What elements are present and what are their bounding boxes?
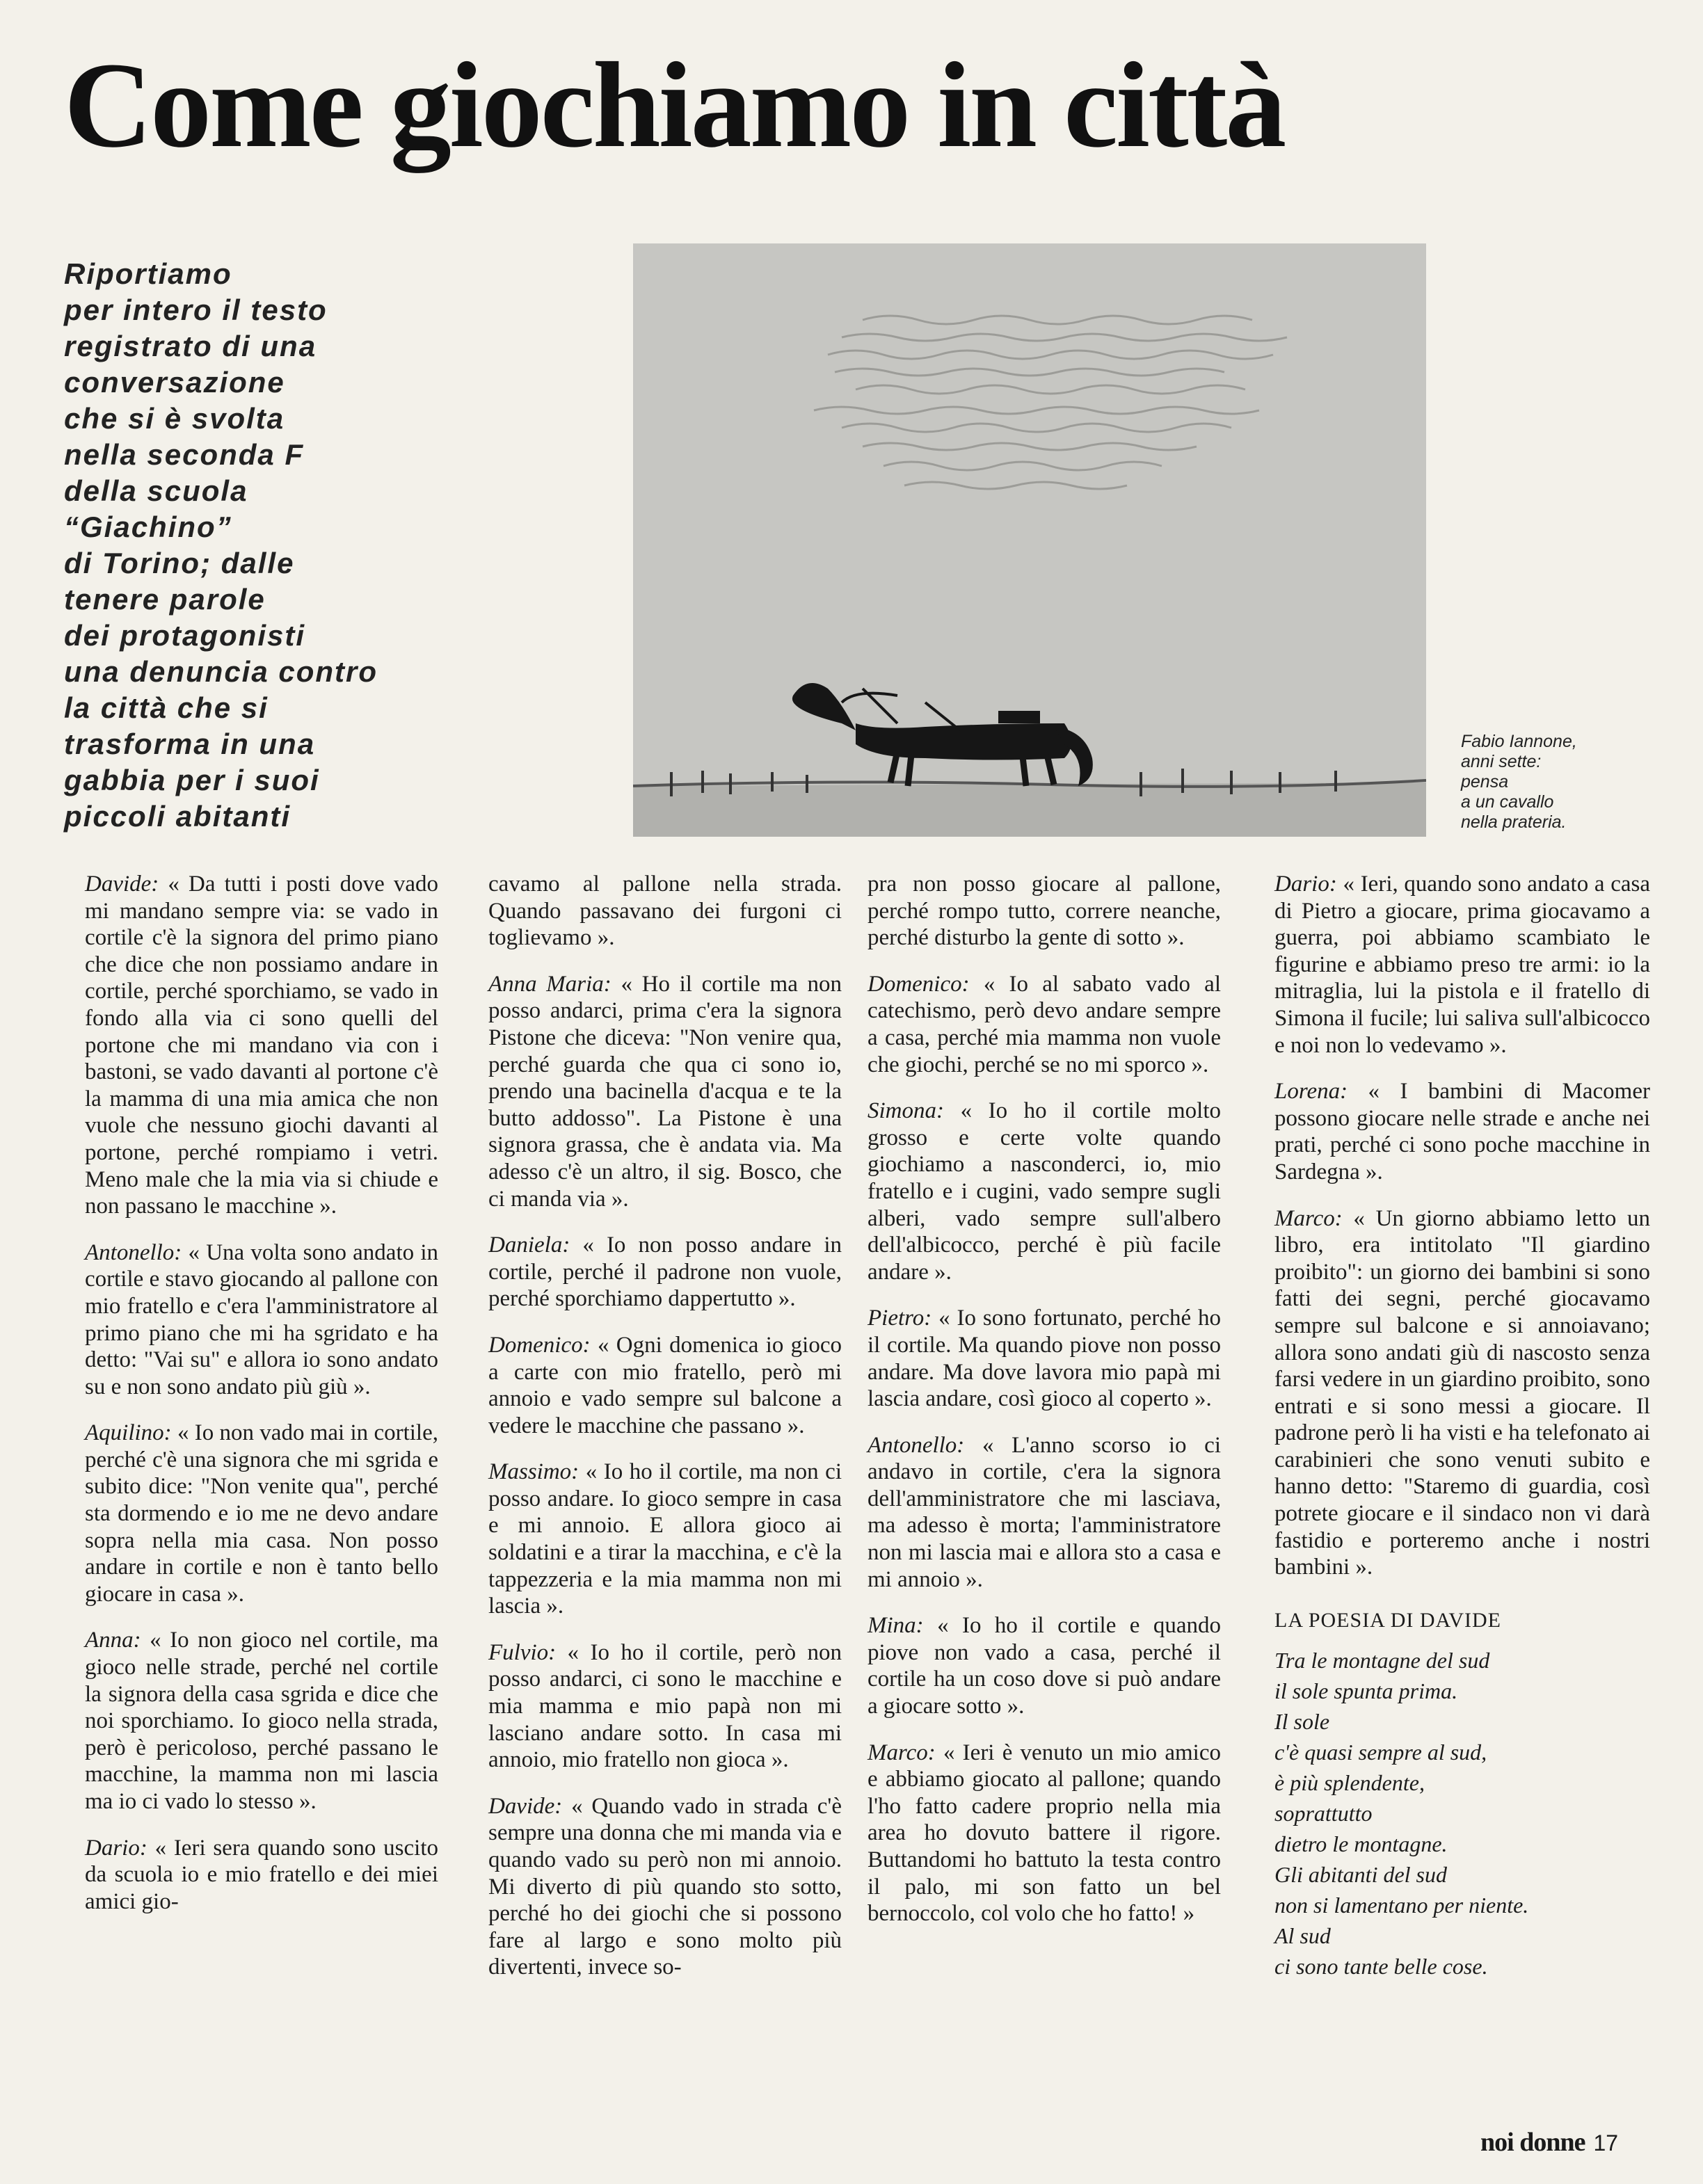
speech-text: « Io al sabato vado al catechismo, però devo andare sempre a casa, perché mia mamma non vuole che giochi, perché se no mi sporco ». xyxy=(868,971,1221,1077)
dialogue-paragraph xyxy=(868,1740,1221,1927)
dialogue-paragraph xyxy=(85,1835,438,1916)
speech-text: « Ieri, quando sono andato a casa di Pietro a giocare, prima giocavamo a guerra, poi abbiamo scambiato le figurine e abbiamo preso tre armi: io la mitraglia, lui la pistola e il fratello di Simona il fucile; lui saliva sull'albicocco e noi non lo vedevamo ». xyxy=(1274,872,1650,1058)
speaker-name: Domenico: xyxy=(488,1332,591,1358)
speech-text: « Ho il cortile ma non posso andarci, prima c'era la signora Pistone che diceva: "Non venire qua, perché guarda che qua ci sono io, prendo una bacinella d'acqua e te la butto addosso". La Pistone è una signora grassa, che è andata via. Ma adesso c'è un altro, il sig. Bosco, che ci manda via ». xyxy=(488,971,842,1212)
intro-line: della scuola xyxy=(64,474,248,507)
speaker-name: Antonello: xyxy=(85,1239,182,1265)
dialogue-paragraph xyxy=(488,971,842,1212)
speech-text: « Un giorno abbiamo letto un libro, era intitolato "Il giardino proibito": un giorno dei bambini si sono fatti dei segni, perché giocavamo sempre sul balcone e si annoiavano; allora sono andati giù di nascosto senza farsi vedere in un giardino proibito, sono entrati e si sono messi a giocare. Il padrone però li ha visti e ha telefonato ai carabinieri che sono venuti subito e hanno detto: "Staremo di guardia, così potrete giocare e il sindaco non vi darà fastidio e porteremo anche i nostri bambini ». xyxy=(1274,1205,1650,1580)
dialogue-paragraph xyxy=(868,971,1221,1078)
speech-text: cavamo al pallone nella strada. Quando passavano dei furgoni ci toglievamo ». xyxy=(488,872,842,951)
caption-line: anni sette: xyxy=(1461,752,1542,771)
speaker-name: Aquilino: xyxy=(85,1420,172,1446)
intro-line: dei protagonisti xyxy=(64,619,305,652)
speech-text: « Una volta sono andato in cortile e stavo giocando al pallone con mio fratello e c'era l'amministratore al primo piano che mi ha sgridato e ha detto: "Vai su" e allora io sono andato su e non sono andato più giù ». xyxy=(85,1239,438,1399)
intro-line: la città che si xyxy=(64,691,269,724)
speech-text: « Ieri sera quando sono uscito da scuola io e mio fratello e dei miei amici gio- xyxy=(85,1835,438,1914)
magazine-logo: noi donne xyxy=(1480,2128,1585,2157)
page-number: 17 xyxy=(1593,2130,1619,2155)
poem-line: è più splendente, xyxy=(1274,1770,1425,1796)
child-drawing-horse xyxy=(633,243,1426,837)
speaker-name: Fulvio: xyxy=(488,1639,557,1665)
intro-line: registrato di una xyxy=(64,330,317,362)
speech-text: « Io ho il cortile molto grosso e certe volte quando giochiamo a nasconderci, io, mio fratello e i cugini, vado sempre sugli alberi, vado sempre sull'albero dell'albicocco, perché è più facile andare ». xyxy=(868,1098,1221,1285)
intro-line: di Torino; dalle xyxy=(64,547,295,579)
intro-line: nella seconda F xyxy=(64,438,305,471)
speech-text: « Io ho il cortile, però non posso andarci, ci sono le macchine e mia mamma e mio papà non mi lasciano andare sotto. In casa mi annoio, mio fratello non gioca ». xyxy=(488,1639,842,1773)
poem-line: Il sole xyxy=(1274,1709,1330,1735)
speaker-name: Dario: xyxy=(1274,872,1337,897)
speaker-name: Dario: xyxy=(85,1835,147,1861)
dialogue-paragraph xyxy=(85,1420,438,1607)
dialogue-paragraph xyxy=(488,1793,842,1981)
intro-line: tenere parole xyxy=(64,583,266,616)
poem-line: il sole spunta prima. xyxy=(1274,1678,1458,1704)
text-column-1 xyxy=(85,871,438,1934)
dialogue-paragraph xyxy=(488,1332,842,1439)
dialogue-paragraph xyxy=(1274,871,1650,1059)
caption-line: pensa xyxy=(1461,772,1509,792)
dialogue-paragraph xyxy=(488,871,842,952)
speech-text: « Io sono fortunato, perché ho il cortile. Ma quando piove non posso andare. Ma dove lavora mio papà mi lascia andare, così gioco al coperto ». xyxy=(868,1306,1221,1412)
speech-text: « Io non gioco nel cortile, ma gioco nelle strade, perché nel cortile la signora della casa sgrida e dice che noi sporchiamo. Io gioco nella strada, però è pericoloso, perché passano le macchine, la mamma non mi lascia ma io ci vado lo stesso ». xyxy=(85,1628,438,1814)
dialogue-paragraph xyxy=(868,1098,1221,1285)
poem-line: Tra le montagne del sud xyxy=(1274,1648,1490,1673)
speech-text: « Da tutti i posti dove vado mi mandano sempre via: se vado in cortile c'è la signora del primo piano che dice che non possiamo andare in cortile, perché sporchiamo, se vado in fondo alla via ci sono quelli del portone che mi mandano via con i bastoni, se vado davanti al portone c'è la mamma di una mia amica che non vuole che nessuno giochi davanti al portone, perché rompiamo i vetri. Meno male che la mia via si chiude e non passano le macchine ». xyxy=(85,872,438,1219)
speaker-name: Pietro: xyxy=(868,1306,932,1331)
speech-text: « Io ho il cortile e quando piove non vado a casa, perché il cortile ha un coso dove si può andare a giocare sotto ». xyxy=(868,1613,1221,1719)
speaker-name: Marco: xyxy=(868,1740,936,1765)
intro-line: per intero il testo xyxy=(64,294,328,326)
intro-line: gabbia per i suoi xyxy=(64,764,320,796)
caption-line: nella prateria. xyxy=(1461,812,1567,832)
poem-line: soprattutto xyxy=(1274,1801,1373,1826)
speech-text: « Ieri è venuto un mio amico e abbiamo giocato al pallone; quando l'ho fatto cadere proprio nella mia area ho dovuto battere il rigore. Buttandomi ho battuto la testa contro il palo, mi son fatto un bel bernoccolo, col volo che ho fatto! » xyxy=(868,1740,1221,1927)
caption-line: a un cavallo xyxy=(1461,792,1554,812)
speaker-name: Simona: xyxy=(868,1098,944,1124)
text-column-3 xyxy=(868,871,1221,1947)
dialogue-paragraph xyxy=(488,1639,842,1774)
speech-text: « L'anno scorso io ci andavo in cortile, c'era la signora dell'amministratore che mi lasciava, ma adesso è morta; l'amministratore non mi lascia mai e allora sto a casa e mi annoio ». xyxy=(868,1432,1221,1592)
dialogue-paragraph xyxy=(85,871,438,1220)
speaker-name: Anna: xyxy=(85,1628,141,1653)
intro-line: che si è svolta xyxy=(64,402,285,435)
image-caption xyxy=(1461,732,1628,833)
speaker-name: Anna Maria: xyxy=(488,971,611,997)
dialogue-paragraph xyxy=(85,1239,438,1401)
dialogue-paragraph xyxy=(868,1305,1221,1412)
dialogue-paragraph xyxy=(868,1432,1221,1593)
dialogue-paragraph xyxy=(1274,1205,1650,1581)
poem-line: Al sud xyxy=(1274,1923,1331,1949)
speech-text: « Io ho il cortile, ma non ci posso andare. Io gioco sempre in casa e mi annoio. E allora gioco ai soldatini e a tirar la macchina, e c'è la tappezzeria e la mia mamma non mi lascia ». xyxy=(488,1459,842,1619)
intro-line: “Giachino” xyxy=(64,511,232,543)
dialogue-paragraph xyxy=(1274,1078,1650,1185)
dialogue-paragraph xyxy=(488,1459,842,1620)
speech-text: « Quando vado in strada c'è sempre una donna che mi manda via e quando vado su però non mi annoio. Mi diverto di più quando sto sotto, perché ho dei giochi che si possono fare al largo e sono molto più divertenti, invece so- xyxy=(488,1793,842,1980)
text-column-2 xyxy=(488,871,842,2000)
intro-line: conversazione xyxy=(64,366,285,399)
poem-title: LA POESIA DI DAVIDE xyxy=(1274,1608,1501,1632)
caption-line: Fabio Iannone, xyxy=(1461,732,1577,751)
intro-line: piccoli abitanti xyxy=(64,800,291,833)
dialogue-paragraph xyxy=(488,1232,842,1312)
speaker-name: Lorena: xyxy=(1274,1079,1348,1105)
speech-text: « Ogni domenica io gioco a carte con mio fratello, però mi annoio e vado sempre sul balcone a vedere le macchine che passano ». xyxy=(488,1332,842,1438)
intro-line: una denuncia contro xyxy=(64,655,378,688)
poem-line: Gli abitanti del sud xyxy=(1274,1862,1447,1888)
poem-line: dietro le montagne. xyxy=(1274,1831,1448,1857)
intro-text xyxy=(64,256,454,835)
speaker-name: Mina: xyxy=(868,1613,924,1639)
horse-drawing-image xyxy=(633,243,1426,837)
speech-text: « Io non posso andare in cortile, perché il padrone non vuole, perché sporchiamo dappertutto ». xyxy=(488,1232,842,1312)
speaker-name: Domenico: xyxy=(868,971,970,997)
intro-line: trasforma in una xyxy=(64,728,316,760)
headline: Come giochiamo in città xyxy=(64,38,1285,173)
speaker-name: Massimo: xyxy=(488,1459,579,1485)
poem-line: ci sono tante belle cose. xyxy=(1274,1954,1488,1980)
speaker-name: Daniela: xyxy=(488,1232,570,1258)
poem-line: c'è quasi sempre al sud, xyxy=(1274,1740,1487,1765)
dialogue-paragraph xyxy=(868,871,1221,952)
speaker-name: Antonello: xyxy=(868,1432,965,1458)
speech-text: « I bambini di Macomer possono giocare nelle strade e anche nei prati, perché ci sono poche macchine in Sardegna ». xyxy=(1274,1079,1650,1185)
poem-line: non si lamentano per niente. xyxy=(1274,1893,1529,1918)
speaker-name: Davide: xyxy=(85,872,159,897)
dialogue-paragraph xyxy=(85,1627,438,1815)
dialogue-paragraph xyxy=(868,1612,1221,1719)
poem xyxy=(1274,1645,1650,1982)
page-footer xyxy=(1480,2127,1618,2158)
speech-text: « Io non vado mai in cortile, perché c'è una signora che mi sgrida e subito dice: "Non venite qua", perché sta dormendo e io me ne devo andare sopra nella mia casa. Non posso andare in cortile e non è tanto bello giocare in casa ». xyxy=(85,1420,438,1607)
text-column-4 xyxy=(1274,871,1650,1982)
speaker-name: Marco: xyxy=(1274,1205,1343,1231)
speaker-name: Davide: xyxy=(488,1793,563,1819)
intro-line: Riportiamo xyxy=(64,257,232,290)
speech-text: pra non posso giocare al pallone, perché rompo tutto, correre neanche, perché disturbo la gente di sotto ». xyxy=(868,872,1221,951)
